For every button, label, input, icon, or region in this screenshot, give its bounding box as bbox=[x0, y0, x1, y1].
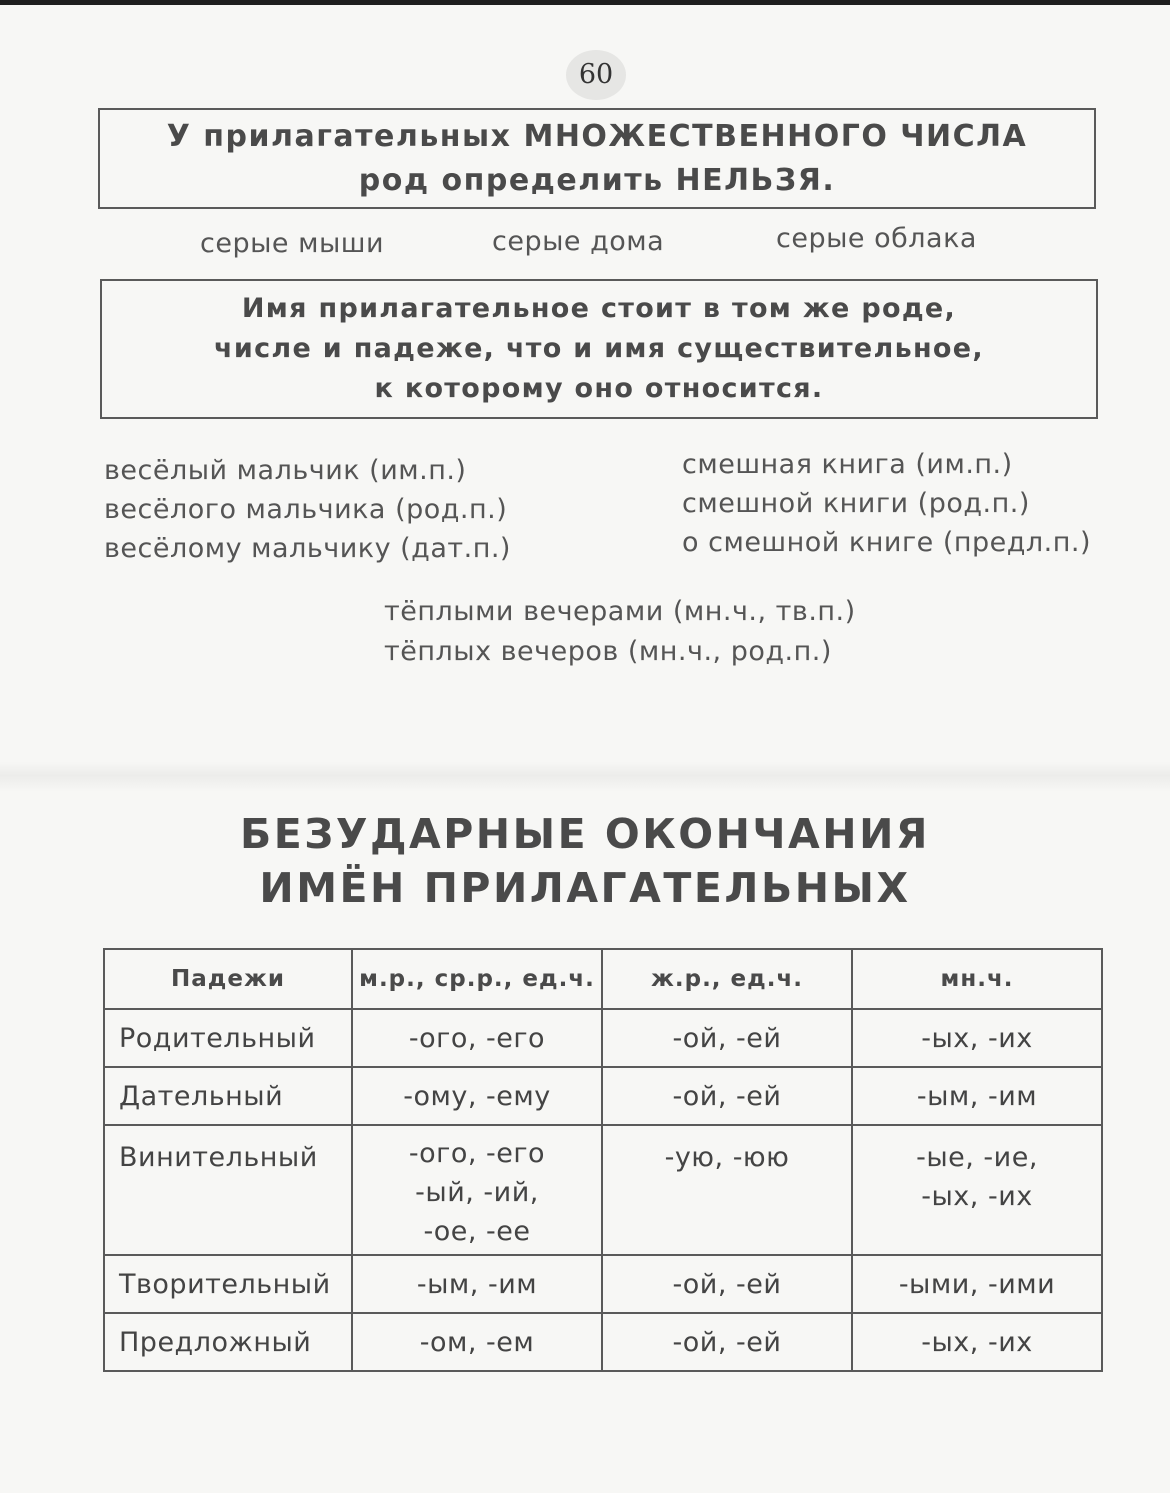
header-cell: мн.ч. bbox=[852, 949, 1102, 1009]
ending-cell: -ой, -ей bbox=[602, 1009, 852, 1067]
agreement-example: весёлый мальчик (им.п.) bbox=[104, 455, 467, 486]
case-name: Дательный bbox=[104, 1067, 352, 1125]
header-cell: Падежи bbox=[104, 949, 352, 1009]
table-row bbox=[104, 1067, 1102, 1125]
case-name: Винительный bbox=[104, 1125, 352, 1255]
ending-cell bbox=[352, 1125, 602, 1255]
table-row bbox=[104, 1009, 1102, 1067]
section-title-line: БЕЗУДАРНЫЕ ОКОНЧАНИЯ bbox=[240, 810, 930, 858]
ending-cell: -ым, -им bbox=[352, 1255, 602, 1313]
agreement-example: о смешной книге (предл.п.) bbox=[682, 527, 1092, 558]
ending-cell: -ой, -ей bbox=[602, 1067, 852, 1125]
table-row bbox=[104, 1313, 1102, 1371]
agreement-example-plural: тёплыми вечерами (мн.ч., тв.п.) bbox=[384, 596, 856, 627]
scan-edge bbox=[0, 0, 1170, 5]
page-number: 60 bbox=[566, 50, 626, 100]
page-fold-band bbox=[0, 762, 1170, 792]
case-name: Творительный bbox=[104, 1255, 352, 1313]
section-title-line: ИМЁН ПРИЛАГАТЕЛЬНЫХ bbox=[259, 864, 911, 912]
agreement-example: весёлого мальчика (род.п.) bbox=[104, 494, 508, 525]
table-row bbox=[104, 1125, 1102, 1255]
ending-cell: -ому, -ему bbox=[352, 1067, 602, 1125]
ending-line: -ых, -их bbox=[921, 1181, 1033, 1212]
ending-line: -ый, -ий, bbox=[415, 1177, 539, 1208]
ending-cell: -ого, -его bbox=[352, 1009, 602, 1067]
header-cell: м.р., ср.р., ед.ч. bbox=[352, 949, 602, 1009]
rule-line: У прилагательных МНОЖЕСТВЕННОГО ЧИСЛА bbox=[166, 118, 1028, 154]
rule-line: к которому оно относится. bbox=[374, 373, 824, 404]
ending-cell: -ую, -юю bbox=[602, 1125, 852, 1255]
plural-example: серые облака bbox=[776, 223, 977, 254]
plural-example: серые дома bbox=[492, 226, 665, 257]
ending-line: -ое, -ее bbox=[423, 1216, 531, 1247]
table-row bbox=[104, 1255, 1102, 1313]
ending-line: -ые, -ие, bbox=[916, 1142, 1038, 1173]
rule-line: род определить НЕЛЬЗЯ. bbox=[358, 162, 836, 198]
ending-cell: -ых, -их bbox=[852, 1009, 1102, 1067]
ending-cell: -ой, -ей bbox=[602, 1255, 852, 1313]
rule-line: Имя прилагательное стоит в том же роде, bbox=[241, 293, 957, 324]
agreement-example-plural: тёплых вечеров (мн.ч., род.п.) bbox=[384, 636, 832, 667]
ending-cell: -ых, -их bbox=[852, 1313, 1102, 1371]
ending-line: -ого, -его bbox=[408, 1138, 546, 1169]
agreement-example: весёлому мальчику (дат.п.) bbox=[104, 533, 511, 564]
agreement-example: смешной книги (род.п.) bbox=[682, 488, 1030, 519]
case-name: Родительный bbox=[104, 1009, 352, 1067]
ending-cell bbox=[852, 1125, 1102, 1255]
ending-cell: -ой, -ей bbox=[602, 1313, 852, 1371]
ending-cell: -ом, -ем bbox=[352, 1313, 602, 1371]
ending-cell: -ым, -им bbox=[852, 1067, 1102, 1125]
rule-box-agreement bbox=[100, 279, 1098, 419]
header-cell: ж.р., ед.ч. bbox=[602, 949, 852, 1009]
table-header-row bbox=[104, 949, 1102, 1009]
ending-cell: -ыми, -ими bbox=[852, 1255, 1102, 1313]
agreement-example: смешная книга (им.п.) bbox=[682, 449, 1013, 480]
rule-box-plural bbox=[98, 108, 1096, 209]
endings-table bbox=[103, 948, 1103, 1372]
plural-example: серые мыши bbox=[200, 228, 385, 259]
rule-line: числе и падеже, что и имя существительное, bbox=[214, 333, 984, 364]
case-name: Предложный bbox=[104, 1313, 352, 1371]
